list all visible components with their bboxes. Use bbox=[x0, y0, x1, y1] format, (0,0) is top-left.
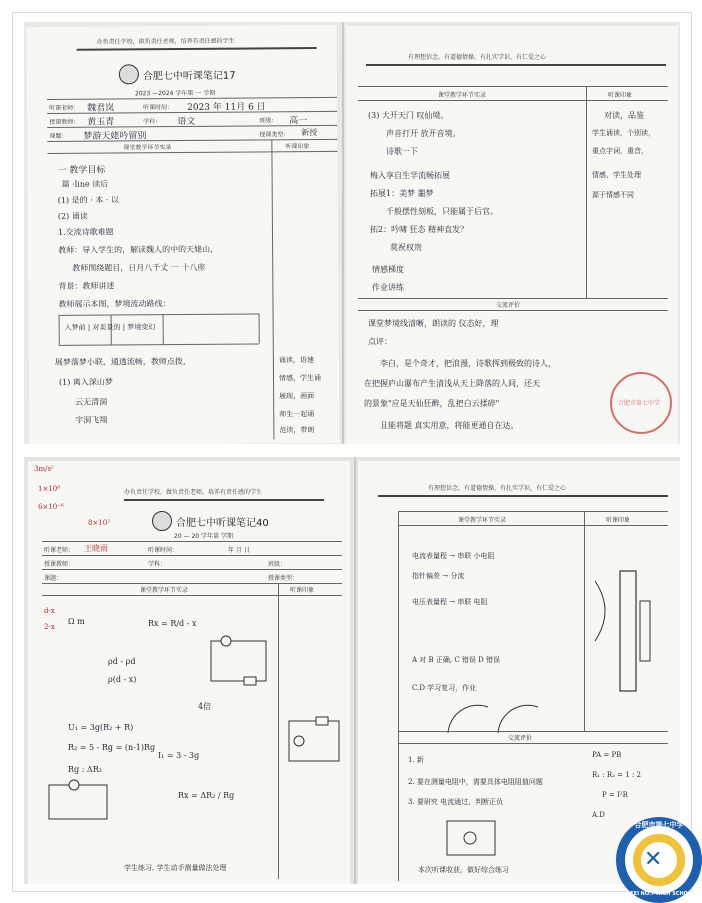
impression-divider bbox=[586, 86, 587, 298]
teacher-label: 听课老师： bbox=[49, 104, 80, 112]
type-value: 新授 bbox=[301, 128, 318, 138]
note-line: 背景：教师讲述 bbox=[58, 281, 115, 291]
evaluation-heading: 交流评价 bbox=[496, 302, 521, 309]
impression-line: 学生诵读，个别读， bbox=[592, 129, 655, 137]
note-table-line bbox=[59, 313, 259, 315]
class-label: 班级： bbox=[268, 561, 287, 568]
note-line: 一 教学目标 bbox=[57, 165, 106, 176]
logo-label: 合肥市第七中学 bbox=[634, 821, 684, 829]
time-label: 听课时间： bbox=[148, 547, 179, 554]
lecturer-value: 黄玉青 bbox=[87, 117, 115, 128]
book-gutter bbox=[354, 457, 356, 884]
logo-label-en: HEFEI NO.7 HIGH SCHOOL bbox=[622, 891, 696, 897]
lecturer-label: 授课教师： bbox=[49, 118, 80, 126]
teacher-value: 魏君岚 bbox=[87, 103, 115, 114]
notebook-photo-top bbox=[24, 22, 680, 444]
evaluation-line: 点评： bbox=[368, 337, 392, 346]
notebook-photo-bottom bbox=[24, 457, 680, 884]
margin-math: 6×10⁻⁶ bbox=[38, 503, 64, 511]
class-label: 班级： bbox=[259, 117, 278, 125]
subject-label: 学科： bbox=[143, 118, 162, 126]
note-line: 4倍 bbox=[198, 702, 212, 711]
form-line bbox=[47, 151, 337, 154]
evaluation-line: 课堂梦境线清晰，朗读的 仪态好，理 bbox=[368, 319, 499, 328]
slogan-underline bbox=[366, 64, 666, 66]
note-line: 教师围绕题目，日月八千丈 一 十八座 bbox=[72, 262, 206, 273]
page-slogan: 有理想信念，有道德情操，有扎实学识，有仁爱之心 bbox=[408, 54, 547, 61]
school-logo-icon bbox=[616, 817, 702, 903]
evaluation-heading: 交流评价 bbox=[508, 735, 533, 742]
form-line bbox=[358, 86, 668, 87]
circuit-diagram bbox=[44, 777, 114, 827]
circuit-diagram bbox=[442, 813, 502, 863]
evaluation-line: A.D bbox=[592, 811, 605, 819]
evaluation-line: 3. 要研究 电流通过，判断正负 bbox=[408, 798, 504, 806]
margin-math: 8×10² bbox=[88, 519, 111, 527]
circuit-diagram bbox=[284, 711, 346, 771]
school-stamp bbox=[610, 372, 672, 434]
slogan-underline bbox=[378, 495, 668, 497]
margin-math: 3m/s² bbox=[34, 465, 54, 473]
impression-line: 师生一起诵 bbox=[279, 410, 315, 419]
slogan-underline bbox=[124, 499, 324, 501]
school-emblem-icon bbox=[152, 511, 172, 531]
note-line: 千般摆性刻板，只能属于后官。 bbox=[386, 207, 498, 216]
note-line: Ω m bbox=[68, 617, 85, 626]
term-line: 20 — 20 学年第 学期 bbox=[174, 533, 233, 540]
impression-line: 重点字词，重音， bbox=[592, 147, 648, 155]
impression-divider bbox=[278, 583, 279, 879]
margin-math: 1×10⁸ bbox=[38, 485, 61, 493]
page-slogan: 办负责任学校，做负责任老师，培养有责任感的学生 bbox=[96, 37, 235, 46]
note-line: 2-x bbox=[44, 623, 55, 631]
note-line: Rx = ΔR₂ / Rg bbox=[178, 791, 235, 800]
page-slogan: 有理想信念，有道德情操，有扎实学识，有仁爱之心 bbox=[428, 485, 567, 492]
note-line: A 对 B 正确, C 错误 D 错误 bbox=[412, 656, 500, 664]
page-slogan: 办负责任学校，做负责任老师，培养有责任感的学生 bbox=[124, 489, 263, 496]
note-line: 篇 ·line 读后 bbox=[61, 179, 109, 189]
note-line: 作业讲练 bbox=[372, 283, 404, 292]
evaluation-line: 2. 要在测量电阻中，需要具体电阻阻值问题 bbox=[408, 778, 543, 786]
note-line: ρd - ρd bbox=[108, 657, 136, 666]
notebook-title: 合肥七中听课笔记40 bbox=[176, 518, 269, 529]
subject-label: 学科： bbox=[148, 561, 167, 568]
circuit-diagram bbox=[206, 631, 276, 691]
form-line bbox=[358, 100, 668, 101]
class-value: 高一 bbox=[289, 116, 308, 127]
circuit-diagram bbox=[590, 561, 670, 711]
note-line: 梅入享自生学流畅拓展 bbox=[370, 171, 450, 180]
evaluation-line: 1. 新 bbox=[408, 756, 424, 764]
form-line bbox=[358, 310, 668, 311]
section-left-heading: 课堂教学环节实录 bbox=[123, 144, 172, 152]
note-line: 1.交流诗歌难题 bbox=[57, 227, 114, 237]
note-line: I₁ = 3 - 3g bbox=[158, 751, 200, 760]
section-right-heading: 听课印象 bbox=[285, 143, 310, 151]
note-table-line bbox=[163, 314, 164, 344]
time-value: 年 月 日 bbox=[228, 547, 250, 554]
impression-line: 情感，学生处理 bbox=[592, 171, 641, 179]
note-line: U₁ = 3g(R₂ + R) bbox=[68, 723, 134, 732]
form-line bbox=[398, 731, 668, 732]
note-line: 云无清洞 bbox=[75, 397, 108, 407]
form-line bbox=[398, 743, 668, 744]
section-right-heading: 听课印象 bbox=[290, 587, 315, 594]
book-gutter bbox=[342, 22, 344, 444]
section-right-heading: 听课印象 bbox=[606, 517, 631, 524]
lecturer-label: 授课教师： bbox=[44, 561, 75, 568]
note-line: d-x bbox=[44, 607, 55, 615]
bottom-left-page bbox=[28, 461, 350, 884]
slogan-underline bbox=[77, 47, 317, 51]
topic-label: 课题： bbox=[44, 575, 63, 582]
note-line: 教师展示本图，梦境流动路线： bbox=[58, 299, 171, 309]
topic-label: 课题： bbox=[49, 132, 68, 140]
impression-line: 范读，带朗 bbox=[279, 426, 315, 435]
impression-line: 对读，品鉴 bbox=[604, 111, 644, 120]
evaluation-line: 且能将题 真实用意，将能更通自在达。 bbox=[380, 421, 519, 430]
form-line bbox=[42, 595, 342, 596]
note-line: 电流表量程 → 串联 小电阻 bbox=[412, 552, 495, 560]
subject-value: 语文 bbox=[177, 116, 196, 128]
impression-divider bbox=[584, 511, 585, 731]
note-line: 电压表量程 → 串联 电阻 bbox=[412, 598, 488, 606]
note-table-line bbox=[59, 343, 259, 345]
note-line: Rx = R/d - x bbox=[148, 619, 197, 628]
section-right-heading: 听课印象 bbox=[608, 92, 633, 99]
type-label: 授课类型： bbox=[268, 575, 299, 582]
note-line: (1) 离入深山梦 bbox=[58, 377, 113, 387]
time-label: 听课时间： bbox=[143, 104, 174, 112]
section-left-heading: 课堂教学环节实录 bbox=[458, 517, 507, 524]
evaluation-line: 本次听课收获，做好综合练习 bbox=[418, 866, 509, 874]
evaluation-line: P = I²R bbox=[602, 791, 628, 799]
note-line: PA = PB bbox=[592, 751, 622, 759]
school-emblem-icon bbox=[119, 64, 139, 84]
impression-line: 展现，画面 bbox=[279, 392, 315, 401]
form-line bbox=[398, 511, 399, 881]
note-line: 声音打开 放开音境。 bbox=[386, 129, 461, 138]
form-line bbox=[42, 569, 342, 570]
evaluation-line: 的景象"应是天仙狂醉，乱把白云揉碎" bbox=[364, 399, 500, 408]
note-line: R₂ = 5 - Rg = (n-1)Rg bbox=[68, 743, 156, 752]
form-line bbox=[42, 583, 342, 584]
time-value: 2023 年 11月 6 日 bbox=[187, 102, 266, 113]
note-line: ρ(d - x) bbox=[108, 675, 137, 684]
teacher-value: 王晓雨 bbox=[84, 544, 108, 553]
form-line bbox=[358, 298, 668, 299]
notebook-title: 合肥七中听课笔记17 bbox=[142, 70, 236, 83]
evaluation-line: 李白，是个奇才，把浪漫，诗歌挥到极致的诗人， bbox=[380, 359, 556, 368]
section-left-heading: 课堂教学环节实录 bbox=[140, 587, 189, 594]
note-table-line bbox=[259, 313, 260, 343]
type-label: 授课类型： bbox=[259, 131, 290, 139]
note-line: 宇洞飞翔 bbox=[75, 415, 108, 425]
note-line: 展梦落梦小联，通透流畅，教师点拨， bbox=[54, 356, 191, 367]
note-line: (3) 大开天门 叹仙境。 bbox=[368, 111, 449, 120]
note-line: C.D 学习复习，作业 bbox=[412, 684, 477, 692]
topic-value: 梦游天姥吟留别 bbox=[83, 131, 147, 142]
note-line: (1) 是的 · 本 · 以 bbox=[57, 195, 119, 205]
evaluation-line: 在把握庐山瀑布产生清浅从天上降落的人间，还天 bbox=[364, 379, 540, 388]
note-line: 诗歌一下 bbox=[386, 147, 418, 156]
form-line bbox=[42, 555, 342, 556]
evaluation-line: R₁ : R₂ = 1 : 2 bbox=[592, 771, 641, 779]
impression-line: 诵读，语速 bbox=[278, 356, 314, 365]
note-line: 拓展1：美梦 噩梦 bbox=[370, 189, 434, 198]
note-table-line bbox=[59, 315, 60, 345]
section-left-heading: 课堂教学环节实录 bbox=[438, 92, 487, 99]
form-line bbox=[42, 541, 342, 542]
logo-mark: ✕ bbox=[644, 847, 663, 872]
top-left-page bbox=[27, 25, 340, 444]
note-line: (2) 诵读 bbox=[57, 211, 88, 221]
note-line: 指针偏差 → 分流 bbox=[412, 572, 465, 580]
form-line bbox=[398, 525, 668, 526]
teacher-label: 听课老师： bbox=[44, 547, 75, 554]
note-line: 情感梯度 bbox=[372, 265, 404, 274]
note-line: Rg : ΔR₂ bbox=[68, 765, 102, 774]
note-line: 入梦前 | 对美景的 | 梦境变幻 bbox=[64, 323, 156, 332]
term-line: 2023 —2024 学年第 一 学期 bbox=[134, 89, 216, 98]
form-line bbox=[398, 511, 668, 512]
impression-divider bbox=[271, 139, 274, 439]
note-line: 教师：导入学生的，解读魏人的中的天姥山， bbox=[58, 244, 219, 255]
note-line: 学生练习, 学生动手测量做法处理 bbox=[124, 864, 227, 872]
note-line: 拓2：吟啸 狂态 精神直发？ bbox=[370, 225, 469, 234]
note-line: 莫祝权贵 bbox=[390, 243, 422, 252]
impression-line: 源于情感不同 bbox=[592, 191, 634, 199]
impression-line: 情感，学生诵 bbox=[278, 374, 322, 383]
stamp-text: 合肥市第七中学 bbox=[618, 400, 661, 407]
top-right-page bbox=[346, 26, 678, 444]
